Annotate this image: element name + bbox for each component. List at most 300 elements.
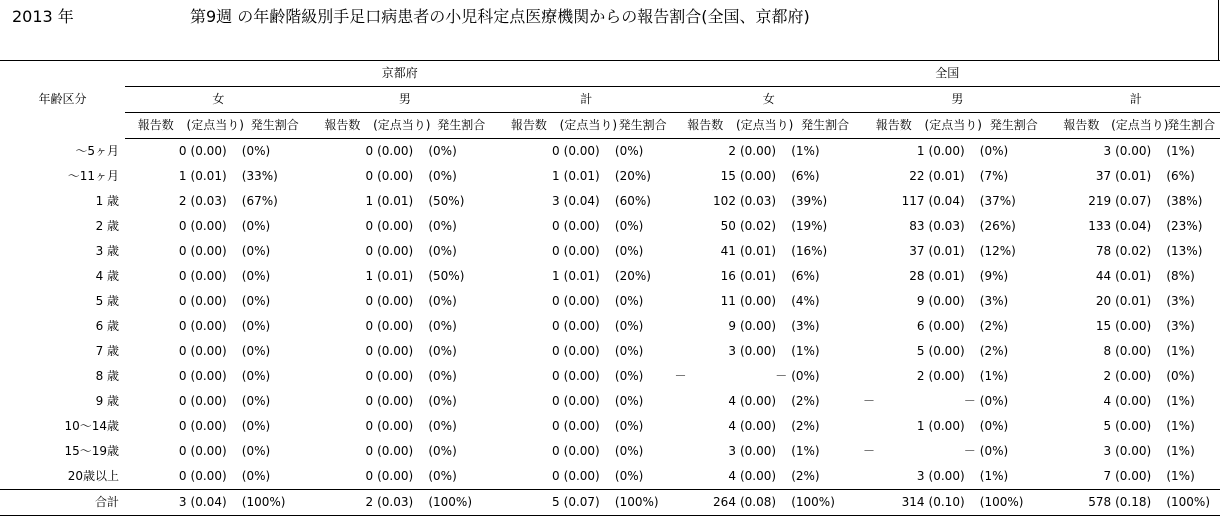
per-site-value: (0.00) <box>190 144 227 158</box>
sex-header-female-kyoto: 女 <box>125 87 312 113</box>
per-site-value: (0.00) <box>377 369 414 383</box>
total-row <box>0 490 1220 516</box>
report-count: 0 <box>178 219 187 233</box>
rate-value: (4%) <box>791 294 820 308</box>
rate-value: (37%) <box>979 194 1016 208</box>
per-site-value: (0.00) <box>928 144 965 158</box>
per-site-value: (0.07) <box>1115 194 1152 208</box>
table-row <box>0 439 1220 464</box>
sex-header-total-kyoto: 計 <box>498 87 674 113</box>
report-count: 133 <box>1088 219 1112 233</box>
table-row <box>0 289 1220 314</box>
report-count: 0 <box>552 419 560 433</box>
rate-value: (0%) <box>614 219 644 233</box>
rate-value: (0%) <box>979 419 1009 433</box>
per-site-value: (0.00) <box>739 169 777 183</box>
report-count: 102 <box>713 194 736 208</box>
per-site-value: (0.00) <box>563 394 600 408</box>
report-count: 4 <box>728 394 736 408</box>
rate-value: (0%) <box>614 294 644 308</box>
per-site-value: (0.00) <box>563 144 600 158</box>
rate-value: (3%) <box>791 319 820 333</box>
report-count: 3 <box>552 194 560 208</box>
report-count: 28 <box>909 269 925 283</box>
per-site-value: (0.00) <box>377 319 414 333</box>
rate-value: (100%) <box>238 490 312 516</box>
report-count: 578 <box>1052 490 1111 516</box>
rate-value: (0%) <box>1166 369 1195 383</box>
rate-value: (0%) <box>241 319 271 333</box>
rate-value: (100%) <box>976 490 1052 516</box>
rate-value: (33%) <box>241 169 278 183</box>
per-site-value: (0.01) <box>1115 269 1152 283</box>
rate-value: (0%) <box>428 319 457 333</box>
report-count: 0 <box>552 144 560 158</box>
rate-value: (0%) <box>241 419 271 433</box>
report-count: 5 <box>916 344 925 358</box>
rate-value: (13%) <box>1166 244 1203 258</box>
report-count: 3 <box>125 490 187 516</box>
report-count: 0 <box>552 244 560 258</box>
age-group-label: 6 歳 <box>95 319 120 333</box>
col-header-rate: 発生割合 <box>1162 113 1220 139</box>
report-count: 3 <box>1103 444 1112 458</box>
report-count: 0 <box>178 369 187 383</box>
report-count: 0 <box>552 219 560 233</box>
report-count: 3 <box>916 469 925 483</box>
per-site-value: (0.00) <box>190 419 227 433</box>
report-count: 0 <box>365 219 374 233</box>
rate-value: (6%) <box>1166 169 1195 183</box>
report-count: 1 <box>916 144 925 158</box>
per-site-value: (0.10) <box>925 490 976 516</box>
per-site-value: (0.18) <box>1111 490 1162 516</box>
per-site-value: (0.04) <box>928 194 965 208</box>
col-header-per-site: (定点当り) <box>736 113 787 139</box>
per-site-value: － <box>775 369 788 383</box>
report-count: 0 <box>552 294 560 308</box>
rate-value: (0%) <box>241 394 271 408</box>
report-count: 50 <box>720 219 736 233</box>
age-report-table <box>0 61 1220 516</box>
report-count: 7 <box>1103 469 1112 483</box>
rate-value: (50%) <box>428 194 465 208</box>
report-count: 2 <box>1103 369 1112 383</box>
report-count: 83 <box>909 219 925 233</box>
rate-value: (12%) <box>979 244 1016 258</box>
report-count: － <box>863 444 876 458</box>
per-site-value: (0.00) <box>190 469 227 483</box>
per-site-value: (0.00) <box>1115 344 1152 358</box>
report-count: 0 <box>365 144 374 158</box>
sex-header-male-kyoto: 男 <box>312 87 499 113</box>
per-site-value: (0.00) <box>1115 319 1152 333</box>
report-count: 37 <box>1095 169 1112 183</box>
report-title: 第9週 の年齢階級別手足口病患者の小児科定点医療機関からの報告割合(全国、京都府) <box>190 7 810 26</box>
report-count: 78 <box>1095 244 1112 258</box>
sex-header-female-national: 女 <box>674 87 863 113</box>
per-site-value: (0.00) <box>1115 369 1152 383</box>
rate-value: (1%) <box>979 369 1009 383</box>
rate-value: (0%) <box>241 294 271 308</box>
report-count: 0 <box>178 444 187 458</box>
per-site-value: (0.00) <box>563 244 600 258</box>
report-count: 0 <box>365 319 374 333</box>
report-count: 44 <box>1095 269 1112 283</box>
report-count: 0 <box>178 394 187 408</box>
rate-value: (0%) <box>614 319 644 333</box>
rate-value: (38%) <box>1166 194 1203 208</box>
age-group-label: 9 歳 <box>95 394 120 408</box>
per-site-value: (0.00) <box>739 444 777 458</box>
report-count: 11 <box>720 294 736 308</box>
rate-value: (1%) <box>1166 344 1195 358</box>
report-count: 5 <box>1103 419 1112 433</box>
report-count: 1 <box>916 419 925 433</box>
rate-value: (0%) <box>428 469 457 483</box>
col-header-count: 報告数 <box>498 113 560 139</box>
sex-header-male-national: 男 <box>863 87 1052 113</box>
rate-value: (0%) <box>241 469 271 483</box>
per-site-value: (0.00) <box>1115 419 1152 433</box>
age-group-label: 1 歳 <box>95 194 120 208</box>
rate-value: (1%) <box>791 344 820 358</box>
per-site-value: (0.00) <box>190 319 227 333</box>
per-site-value: (0.00) <box>563 319 600 333</box>
report-count: 314 <box>863 490 925 516</box>
report-count: 37 <box>909 244 925 258</box>
rate-value: (0%) <box>614 469 644 483</box>
region-header-national: 全国 <box>674 61 1220 87</box>
rate-value: (0%) <box>428 344 457 358</box>
rate-value: (1%) <box>979 469 1009 483</box>
report-count: 1 <box>365 194 374 208</box>
per-site-value: (0.00) <box>190 269 227 283</box>
rate-value: (23%) <box>1166 219 1203 233</box>
per-site-value: (0.01) <box>377 269 414 283</box>
per-site-value: (0.01) <box>377 194 414 208</box>
per-site-value: (0.00) <box>190 219 227 233</box>
rate-value: (0%) <box>979 394 1009 408</box>
rate-value: (0%) <box>614 144 644 158</box>
col-header-rate: 発生割合 <box>611 113 675 139</box>
per-site-value: (0.00) <box>1115 144 1152 158</box>
report-count: 3 <box>728 344 736 358</box>
age-header-label: 年齢区分 <box>38 92 87 107</box>
report-count: 0 <box>365 394 374 408</box>
per-site-value: (0.00) <box>928 419 965 433</box>
rate-value: (1%) <box>1166 469 1195 483</box>
rate-value: (1%) <box>1166 394 1195 408</box>
report-count: 0 <box>365 244 374 258</box>
table-right-border <box>1218 0 1219 60</box>
per-site-value: (0.02) <box>1115 244 1152 258</box>
per-site-value: (0.00) <box>190 369 227 383</box>
col-header-rate: 発生割合 <box>238 113 312 139</box>
per-site-value: (0.00) <box>377 244 414 258</box>
per-site-value: (0.00) <box>563 344 600 358</box>
report-count: 0 <box>365 294 374 308</box>
report-count: 15 <box>720 169 736 183</box>
table-row <box>0 414 1220 439</box>
report-count: 6 <box>916 319 925 333</box>
per-site-value: (0.03) <box>928 219 965 233</box>
per-site-value: (0.01) <box>928 269 965 283</box>
col-header-rate: 発生割合 <box>424 113 498 139</box>
report-count: 219 <box>1088 194 1112 208</box>
age-group-label: 5 歳 <box>95 294 120 308</box>
age-group-label: 7 歳 <box>95 344 120 358</box>
rate-value: (0%) <box>614 244 644 258</box>
per-site-value: (0.00) <box>928 294 965 308</box>
rate-value: (9%) <box>979 269 1009 283</box>
rate-value: (0%) <box>614 444 644 458</box>
report-count: 0 <box>552 394 560 408</box>
col-header-per-site: (定点当り) <box>373 113 424 139</box>
report-count: 0 <box>178 319 187 333</box>
rate-value: (1%) <box>791 444 820 458</box>
report-count: 1 <box>178 169 187 183</box>
per-site-value: (0.00) <box>377 294 414 308</box>
report-count: 0 <box>365 169 374 183</box>
rate-value: (0%) <box>791 369 820 383</box>
report-count: 5 <box>498 490 560 516</box>
per-site-value: (0.03) <box>739 194 777 208</box>
report-count: 15 <box>1095 319 1112 333</box>
rate-value: (20%) <box>614 169 651 183</box>
per-site-value: (0.00) <box>1115 444 1152 458</box>
per-site-value: (0.00) <box>739 319 777 333</box>
table-row <box>0 139 1220 165</box>
col-header-per-site: (定点当り) <box>925 113 976 139</box>
report-count: 0 <box>552 369 560 383</box>
report-count: 0 <box>178 344 187 358</box>
per-site-value: (0.00) <box>739 344 777 358</box>
per-site-value: (0.04) <box>563 194 600 208</box>
per-site-value: (0.00) <box>377 444 414 458</box>
per-site-value: (0.01) <box>1115 294 1152 308</box>
rate-value: (0%) <box>241 244 271 258</box>
rate-value: (0%) <box>428 419 457 433</box>
rate-value: (0%) <box>241 144 271 158</box>
per-site-value: (0.00) <box>377 144 414 158</box>
rate-value: (0%) <box>614 344 644 358</box>
rate-value: (6%) <box>791 269 820 283</box>
per-site-value: (0.02) <box>739 219 777 233</box>
rate-value: (0%) <box>241 444 271 458</box>
per-site-value: (0.00) <box>377 219 414 233</box>
per-site-value: (0.00) <box>377 469 414 483</box>
rate-value: (3%) <box>1166 294 1195 308</box>
report-count: 2 <box>178 194 187 208</box>
report-count: 0 <box>178 469 187 483</box>
age-group-label: 2 歳 <box>95 219 120 233</box>
rate-value: (0%) <box>614 419 644 433</box>
report-count: 0 <box>552 344 560 358</box>
per-site-value: (0.00) <box>377 169 414 183</box>
table-row <box>0 214 1220 239</box>
report-count: 0 <box>178 269 187 283</box>
col-header-per-site: (定点当り) <box>1111 113 1162 139</box>
age-header <box>0 61 125 139</box>
per-site-value: (0.01) <box>563 269 600 283</box>
rate-value: (67%) <box>241 194 278 208</box>
report-count: 4 <box>728 469 736 483</box>
report-count: 9 <box>916 294 925 308</box>
table-row <box>0 164 1220 189</box>
per-site-value: (0.00) <box>928 319 965 333</box>
rate-value: (3%) <box>1166 319 1195 333</box>
per-site-value: (0.00) <box>563 219 600 233</box>
per-site-value: (0.04) <box>187 490 238 516</box>
per-site-value: (0.00) <box>563 444 600 458</box>
table-row <box>0 239 1220 264</box>
rate-value: (39%) <box>791 194 828 208</box>
age-group-label: 20歳以上 <box>67 469 120 483</box>
rate-value: (2%) <box>979 344 1009 358</box>
per-site-value: － <box>963 444 976 458</box>
per-site-value: (0.00) <box>739 394 777 408</box>
per-site-value: (0.00) <box>1115 394 1152 408</box>
per-site-value: (0.03) <box>190 194 227 208</box>
rate-value: (0%) <box>428 219 457 233</box>
table-row <box>0 364 1220 389</box>
col-header-count: 報告数 <box>125 113 187 139</box>
per-site-value: － <box>963 394 976 408</box>
rate-value: (0%) <box>428 369 457 383</box>
per-site-value: (0.01) <box>739 244 777 258</box>
report-count: 4 <box>728 419 736 433</box>
rate-value: (0%) <box>428 294 457 308</box>
report-count: 9 <box>728 319 736 333</box>
per-site-value: (0.01) <box>739 269 777 283</box>
report-count: 0 <box>365 344 374 358</box>
rate-value: (3%) <box>979 294 1009 308</box>
report-count: 2 <box>728 144 736 158</box>
table-row <box>0 264 1220 289</box>
rate-value: (100%) <box>787 490 863 516</box>
rate-value: (1%) <box>1166 444 1195 458</box>
per-site-value: (0.00) <box>190 394 227 408</box>
report-count: 0 <box>552 319 560 333</box>
rate-value: (7%) <box>979 169 1009 183</box>
per-site-value: (0.00) <box>739 469 777 483</box>
per-site-value: (0.00) <box>739 144 777 158</box>
rate-value: (100%) <box>611 490 675 516</box>
age-group-label: 15～19歳 <box>64 444 120 458</box>
rate-value: (0%) <box>241 269 271 283</box>
per-site-value: (0.03) <box>373 490 424 516</box>
report-count: 264 <box>674 490 736 516</box>
per-site-value: (0.00) <box>739 419 777 433</box>
report-count: － <box>674 369 687 383</box>
report-count: 117 <box>901 194 925 208</box>
age-group-label: 3 歳 <box>95 244 120 258</box>
rate-value: (0%) <box>241 344 271 358</box>
per-site-value: (0.07) <box>560 490 611 516</box>
age-group-label: 4 歳 <box>95 269 120 283</box>
report-count: 0 <box>178 144 187 158</box>
report-count: 0 <box>552 469 560 483</box>
per-site-value: (0.01) <box>928 169 965 183</box>
col-header-per-site: (定点当り) <box>187 113 238 139</box>
rate-value: (0%) <box>428 394 457 408</box>
col-header-count: 報告数 <box>312 113 374 139</box>
report-count: 0 <box>365 419 374 433</box>
rate-value: (0%) <box>428 169 457 183</box>
rate-value: (0%) <box>241 219 271 233</box>
age-group-label: ～11ヶ月 <box>67 169 120 183</box>
report-year: 2013 年 <box>12 7 74 26</box>
report-count: 3 <box>1103 144 1112 158</box>
report-count: 0 <box>365 444 374 458</box>
rate-value: (60%) <box>614 194 651 208</box>
rate-value: (2%) <box>791 419 820 433</box>
report-count: 0 <box>365 469 374 483</box>
table-row <box>0 314 1220 339</box>
per-site-value: (0.00) <box>563 369 600 383</box>
col-header-rate: 発生割合 <box>976 113 1052 139</box>
age-group-label: 合計 <box>0 490 125 516</box>
col-header-per-site: (定点当り) <box>560 113 611 139</box>
per-site-value: (0.00) <box>190 444 227 458</box>
per-site-value: (0.00) <box>928 344 965 358</box>
rate-value: (0%) <box>428 444 457 458</box>
report-count: 2 <box>916 369 925 383</box>
per-site-value: (0.01) <box>928 244 965 258</box>
rate-value: (100%) <box>1162 490 1220 516</box>
report-count: 22 <box>909 169 925 183</box>
per-site-value: (0.08) <box>736 490 787 516</box>
per-site-value: (0.00) <box>563 419 600 433</box>
rate-value: (26%) <box>979 219 1016 233</box>
rate-value: (16%) <box>791 244 828 258</box>
report-count: 0 <box>178 244 187 258</box>
report-count: 1 <box>552 269 560 283</box>
report-count: 20 <box>1095 294 1112 308</box>
per-site-value: (0.01) <box>190 169 227 183</box>
rate-value: (0%) <box>979 444 1009 458</box>
per-site-value: (0.00) <box>190 344 227 358</box>
per-site-value: (0.00) <box>377 344 414 358</box>
col-header-rate: 発生割合 <box>787 113 863 139</box>
rate-value: (1%) <box>791 144 820 158</box>
table-row <box>0 189 1220 214</box>
report-count: 0 <box>178 419 187 433</box>
rate-value: (1%) <box>1166 419 1195 433</box>
per-site-value: (0.00) <box>928 369 965 383</box>
report-count: 41 <box>720 244 736 258</box>
age-group-label: ～5ヶ月 <box>75 143 120 158</box>
age-group-label: 10～14歳 <box>64 419 120 433</box>
sex-header-total-national: 計 <box>1052 87 1220 113</box>
rate-value: (0%) <box>614 369 644 383</box>
region-header-kyoto: 京都府 <box>125 61 674 87</box>
rate-value: (0%) <box>428 144 457 158</box>
rate-value: (19%) <box>791 219 828 233</box>
report-count: 2 <box>312 490 374 516</box>
report-count: 1 <box>552 169 560 183</box>
per-site-value: (0.00) <box>190 244 227 258</box>
report-count: 4 <box>1103 394 1112 408</box>
rate-value: (0%) <box>979 144 1009 158</box>
rate-value: (0%) <box>428 244 457 258</box>
report-count: 8 <box>1103 344 1112 358</box>
table-row <box>0 389 1220 414</box>
per-site-value: (0.00) <box>928 469 965 483</box>
per-site-value: (0.00) <box>563 294 600 308</box>
rate-value: (1%) <box>1166 144 1195 158</box>
